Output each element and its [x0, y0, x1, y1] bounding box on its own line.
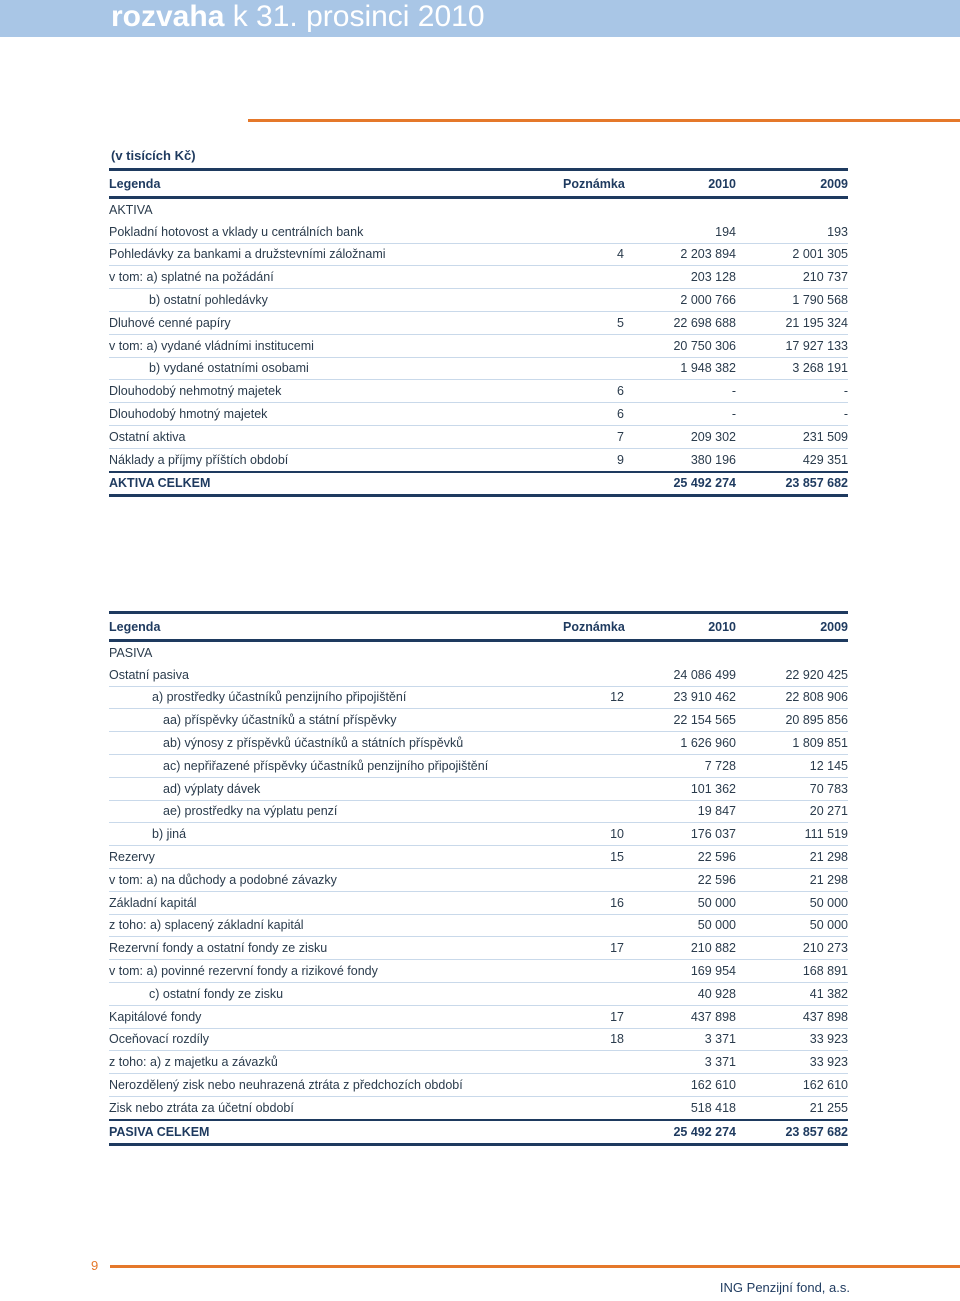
col-year-2009: 2009	[736, 613, 848, 641]
col-legend: Legenda	[109, 613, 563, 641]
col-year-2009: 2009	[736, 170, 848, 198]
row-value-2010: 20 750 306	[624, 334, 736, 357]
table-row	[109, 357, 848, 380]
table-row	[109, 243, 848, 266]
row-note	[563, 732, 624, 755]
row-note: 4	[563, 243, 624, 266]
table-row	[109, 334, 848, 357]
row-label: v tom: a) na důchody a podobné závazky	[109, 868, 563, 891]
row-note	[563, 709, 624, 732]
row-value-2009: 21 255	[736, 1096, 848, 1119]
table-row	[109, 311, 848, 334]
row-label: ac) nepřiřazené příspěvky účastníků penzijního připojištění	[109, 754, 563, 777]
row-value-2009: 429 351	[736, 448, 848, 471]
row-note: 16	[563, 891, 624, 914]
row-note	[563, 357, 624, 380]
row-label: Pokladní hotovost a vklady u centrálních bank	[109, 221, 563, 243]
table-row	[109, 709, 848, 732]
row-label: b) ostatní pohledávky	[109, 289, 563, 312]
table-row	[109, 221, 848, 243]
row-value-2010: 22 154 565	[624, 709, 736, 732]
table-row	[109, 1096, 848, 1119]
row-value-2010: 19 847	[624, 800, 736, 823]
table-row	[109, 914, 848, 937]
row-value-2010: 518 418	[624, 1096, 736, 1119]
total-value-2010: 25 492 274	[624, 472, 736, 496]
row-value-2009: 21 195 324	[736, 311, 848, 334]
total-label: PASIVA CELKEM	[109, 1120, 563, 1144]
row-note: 9	[563, 448, 624, 471]
row-value-2009: 21 298	[736, 846, 848, 869]
row-note: 6	[563, 403, 624, 426]
row-note	[563, 334, 624, 357]
row-value-2009: 33 923	[736, 1028, 848, 1051]
row-note: 7	[563, 425, 624, 448]
row-label: Oceňovací rozdíly	[109, 1028, 563, 1051]
table-row	[109, 1051, 848, 1074]
row-label: Dlouhodobý hmotný majetek	[109, 403, 563, 426]
liabilities-section-label: PASIVA	[109, 645, 153, 660]
row-label: b) jiná	[109, 823, 563, 846]
table-row	[109, 754, 848, 777]
unit-note: (v tisících Kč)	[111, 148, 196, 163]
table-row	[109, 266, 848, 289]
col-note: Poznámka	[563, 170, 624, 198]
table-row	[109, 1074, 848, 1097]
row-value-2009: -	[736, 403, 848, 426]
row-value-2010: 209 302	[624, 425, 736, 448]
col-note: Poznámka	[563, 613, 624, 641]
row-note	[563, 289, 624, 312]
row-value-2009: 111 519	[736, 823, 848, 846]
table-row	[109, 868, 848, 891]
row-value-2009: 1 809 851	[736, 732, 848, 755]
row-value-2009: 20 895 856	[736, 709, 848, 732]
row-note: 18	[563, 1028, 624, 1051]
row-value-2010: 162 610	[624, 1074, 736, 1097]
col-legend: Legenda	[109, 170, 563, 198]
table-row	[109, 403, 848, 426]
page-title-rest: k 31. prosinci 2010	[224, 0, 485, 33]
row-value-2010: 380 196	[624, 448, 736, 471]
row-label: Kapitálové fondy	[109, 1005, 563, 1028]
row-value-2009: -	[736, 380, 848, 403]
row-label: v tom: a) vydané vládními institucemi	[109, 334, 563, 357]
row-value-2010: 50 000	[624, 914, 736, 937]
row-label: ab) výnosy z příspěvků účastníků a státních příspěvků	[109, 732, 563, 755]
row-label: Nerozdělený zisk nebo neuhrazená ztráta z předchozích období	[109, 1074, 563, 1097]
row-note	[563, 754, 624, 777]
row-label: Rezervní fondy a ostatní fondy ze zisku	[109, 937, 563, 960]
table-row	[109, 1005, 848, 1028]
row-label: Pohledávky za bankami a družstevními záložnami	[109, 243, 563, 266]
row-label: ae) prostředky na výplatu penzí	[109, 800, 563, 823]
row-label: a) prostředky účastníků penzijního připojištění	[109, 686, 563, 709]
table-row	[109, 823, 848, 846]
row-label: Ostatní aktiva	[109, 425, 563, 448]
row-note	[563, 221, 624, 243]
liabilities-total-row	[109, 1120, 848, 1144]
row-value-2009: 41 382	[736, 982, 848, 1005]
row-label: v tom: a) splatné na požádání	[109, 266, 563, 289]
row-value-2010: 3 371	[624, 1028, 736, 1051]
row-value-2010: 23 910 462	[624, 686, 736, 709]
row-value-2010: 437 898	[624, 1005, 736, 1028]
row-value-2010: 24 086 499	[624, 664, 736, 686]
assets-table	[109, 168, 848, 497]
row-note: 6	[563, 380, 624, 403]
row-label: Dluhové cenné papíry	[109, 311, 563, 334]
table-row	[109, 891, 848, 914]
row-label: Zisk nebo ztráta za účetní období	[109, 1096, 563, 1119]
row-label: Základní kapitál	[109, 891, 563, 914]
row-value-2010: 22 596	[624, 846, 736, 869]
row-value-2009: 70 783	[736, 777, 848, 800]
total-value-2009: 23 857 682	[736, 472, 848, 496]
total-value-2010: 25 492 274	[624, 1120, 736, 1144]
page-title-bold: rozvaha	[111, 0, 225, 33]
row-note: 5	[563, 311, 624, 334]
row-value-2009: 22 808 906	[736, 686, 848, 709]
row-label: ad) výplaty dávek	[109, 777, 563, 800]
row-value-2009: 168 891	[736, 960, 848, 983]
row-note: 17	[563, 937, 624, 960]
row-value-2010: 1 948 382	[624, 357, 736, 380]
row-value-2010: 203 128	[624, 266, 736, 289]
table-row	[109, 448, 848, 471]
col-year-2010: 2010	[624, 170, 736, 198]
row-value-2009: 17 927 133	[736, 334, 848, 357]
row-value-2010: 7 728	[624, 754, 736, 777]
total-value-2009: 23 857 682	[736, 1120, 848, 1144]
row-label: c) ostatní fondy ze zisku	[109, 982, 563, 1005]
row-note	[563, 777, 624, 800]
row-note	[563, 664, 624, 686]
row-value-2009: 50 000	[736, 891, 848, 914]
liabilities-section-row	[109, 641, 848, 664]
header-orange-rule	[248, 119, 960, 122]
row-value-2009: 193	[736, 221, 848, 243]
table-row	[109, 686, 848, 709]
table-row	[109, 800, 848, 823]
row-value-2010: 2 203 894	[624, 243, 736, 266]
row-value-2010: -	[624, 403, 736, 426]
table-row	[109, 846, 848, 869]
page-title-banner	[0, 0, 960, 37]
table-row	[109, 732, 848, 755]
row-label: Náklady a příjmy příštích období	[109, 448, 563, 471]
row-value-2010: 210 882	[624, 937, 736, 960]
row-value-2009: 12 145	[736, 754, 848, 777]
row-note	[563, 800, 624, 823]
table-row	[109, 982, 848, 1005]
row-note: 17	[563, 1005, 624, 1028]
total-label: AKTIVA CELKEM	[109, 472, 563, 496]
row-value-2009: 22 920 425	[736, 664, 848, 686]
row-value-2010: 22 698 688	[624, 311, 736, 334]
table-row	[109, 1028, 848, 1051]
row-value-2009: 437 898	[736, 1005, 848, 1028]
table-row	[109, 380, 848, 403]
table-row	[109, 664, 848, 686]
row-value-2010: -	[624, 380, 736, 403]
row-note	[563, 1096, 624, 1119]
table-row	[109, 960, 848, 983]
row-value-2010: 22 596	[624, 868, 736, 891]
row-note: 12	[563, 686, 624, 709]
row-value-2010: 169 954	[624, 960, 736, 983]
liabilities-header-row	[109, 613, 848, 641]
row-value-2009: 20 271	[736, 800, 848, 823]
row-value-2009: 210 737	[736, 266, 848, 289]
row-note: 15	[563, 846, 624, 869]
company-name: ING Penzijní fond, a.s.	[719, 1280, 850, 1295]
assets-header-row	[109, 170, 848, 198]
row-label: z toho: a) splacený základní kapitál	[109, 914, 563, 937]
row-label: aa) příspěvky účastníků a státní příspěvky	[109, 709, 563, 732]
col-year-2010: 2010	[624, 613, 736, 641]
row-value-2009: 162 610	[736, 1074, 848, 1097]
row-value-2010: 2 000 766	[624, 289, 736, 312]
page-number: 9	[91, 1258, 99, 1273]
row-value-2009: 33 923	[736, 1051, 848, 1074]
row-value-2009: 210 273	[736, 937, 848, 960]
row-label: Rezervy	[109, 846, 563, 869]
row-note	[563, 1051, 624, 1074]
row-value-2009: 1 790 568	[736, 289, 848, 312]
row-value-2010: 1 626 960	[624, 732, 736, 755]
row-label: z toho: a) z majetku a závazků	[109, 1051, 563, 1074]
row-label: Ostatní pasiva	[109, 664, 563, 686]
row-label: v tom: a) povinné rezervní fondy a rizikové fondy	[109, 960, 563, 983]
row-value-2009: 231 509	[736, 425, 848, 448]
row-value-2009: 2 001 305	[736, 243, 848, 266]
row-value-2009: 3 268 191	[736, 357, 848, 380]
row-note	[563, 868, 624, 891]
table-row	[109, 425, 848, 448]
row-value-2009: 50 000	[736, 914, 848, 937]
row-value-2009: 21 298	[736, 868, 848, 891]
liabilities-table	[109, 611, 848, 1146]
footer-orange-rule	[110, 1265, 960, 1268]
row-note: 10	[563, 823, 624, 846]
row-label: b) vydané ostatními osobami	[109, 357, 563, 380]
table-row	[109, 937, 848, 960]
assets-section-row	[109, 198, 848, 221]
row-value-2010: 176 037	[624, 823, 736, 846]
row-value-2010: 50 000	[624, 891, 736, 914]
row-value-2010: 101 362	[624, 777, 736, 800]
row-note	[563, 982, 624, 1005]
assets-section-label: AKTIVA	[109, 202, 153, 217]
row-value-2010: 3 371	[624, 1051, 736, 1074]
row-note	[563, 960, 624, 983]
row-note	[563, 1074, 624, 1097]
row-value-2010: 194	[624, 221, 736, 243]
table-row	[109, 777, 848, 800]
row-value-2010: 40 928	[624, 982, 736, 1005]
row-note	[563, 914, 624, 937]
table-row	[109, 289, 848, 312]
row-label: Dlouhodobý nehmotný majetek	[109, 380, 563, 403]
assets-total-row	[109, 472, 848, 496]
row-note	[563, 266, 624, 289]
